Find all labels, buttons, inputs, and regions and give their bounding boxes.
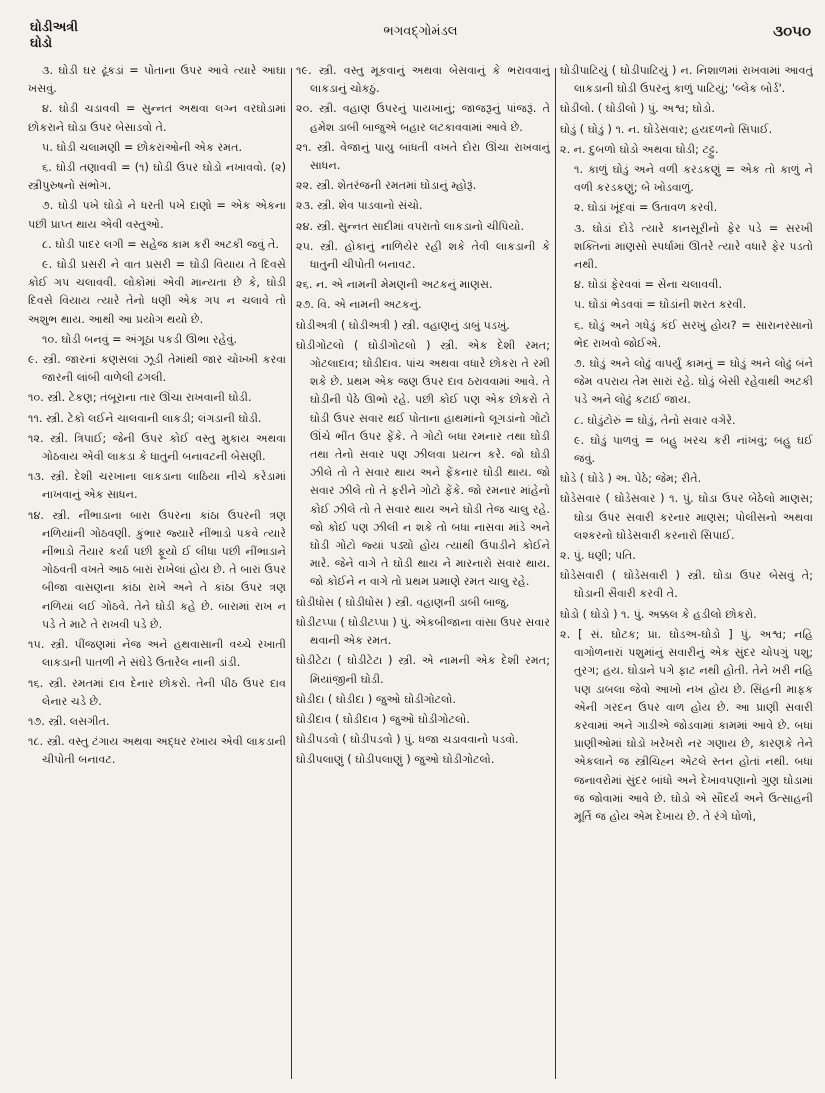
dictionary-entry: ૧૭. સ્ત્રી. લસગીત. [28,714,110,728]
dictionary-entry: ૨૭. વિ. એ નામની અટકનું. [296,298,422,312]
dictionary-entry: ૧૦. ઘોડી બનવું = અંગૂઠા પકડી ઊભા રહેવું. [42,332,238,346]
column-1 [28,62,286,1083]
dictionary-entry: ૨૫. સ્ત્રી. હોકાનું નાળિયેર રહી શકે તેવી લાકડાની કે ધાતુની ચીપોતી બનાવટ. [296,239,550,272]
dictionary-entry: ૭. ઘોડી પખે ઘોડો ને ધરતી પખે દાણો = એક એકના પછી પ્રાપ્ત થાય એવી વસ્તુઓ. [28,199,286,231]
dictionary-entry: ૯. ઘોડું પાળવું = બહુ ખરચ કરી નાંખવું; બહુ ઘઈ જવું. [574,433,813,466]
dictionary-entry: ૧૧. સ્ત્રી. ટેકો લઈને ચાલવાની લાકડી; લંગડાની ઘોડી. [28,411,262,425]
dictionary-entry: ૧૩. સ્ત્રી. દેશી ચરખાના લાકડાના લાઠિયા નીચે કરેડામાં નાખવાનું એક સાધન. [28,470,286,502]
dictionary-entry: ૧૫. સ્ત્રી. પીંજણમાં નેજ અને હથવાસાની વચ્ચે રખાતી લાકડાની પાતળી ને સંઘેડે ઉતારેલ નાની ડાંડી. [28,638,286,670]
column-2 [296,62,550,1083]
dictionary-entry: ઘોડેસવાર ( ઘોડેસવાર ) ૧. પું. ઘોડા ઉપર બેઠેલો માણસ; ઘોડા ઉપર સવારી કરનાર માણસ; પોલીસનો અથવા લશ્કરનો ઘોડેસવારી કરનારો સિપાઈ. [560,492,813,542]
dictionary-entry: ઘોડીધોસ ( ઘોડીધોસ ) સ્ત્રી. વહાણની ડાબી બાજુ. [296,595,510,609]
dictionary-entry: ઘોડીઅત્રી ( ઘોડીઅત્રી ) સ્ત્રી. વહાણનું ડાબું પડખું. [296,318,510,332]
column-divider [555,68,556,1079]
dictionary-entry: ૫. ઘોડાં ભેડવવાં = ઘોડાંની શરત કરવી. [574,298,747,312]
dictionary-entry: ઘોડે ( ઘોડે ) અ. પેઠે; જેમ; રીતે. [560,472,702,486]
page-number: ૩૦૫૦ [773,22,811,40]
dictionary-entry: ૨૦. સ્ત્રી. વહાણ ઉપરનું પાયખાનું; જાજરૂનું પાંજરૂં. તે હમેશ ડાબી બાજુએ બહાર લટકાવવામાં આવે છે. [296,102,550,134]
dictionary-entry: ૧૨. સ્ત્રી. ત્રિપાઈ; જેની ઉપર કોઈ વસ્તુ મુકાય અથવા ગોઠવાય એવી લાકડા કે ધાતુની બનાવટની બેસણી. [28,431,286,464]
dictionary-entry: ૩. ઘોડી ઘર ઢૂંકડાં = પોતાના ઉપર આવે ત્યારે આઘા ખસવું. [28,64,286,96]
dictionary-entry: ૨૪. સ્ત્રી. સુન્નત સાદીમાં વપરાતો લાકડાનો ચીપિયો. [296,219,525,233]
dictionary-entry: ઘોડીટેટા ( ઘોડીટેટા ) સ્ત્રી. એ નામની એક દેશી રમત; મિયાંજીની ઘોડી. [296,654,550,686]
dictionary-entry: ૧૬. સ્ત્રી. રમતમાં દાવ દેનાર છોકરો. તેની પીઠ ઉપર દાવ લેનાર ચડે છે. [28,676,286,708]
dictionary-entry: ૪. ઘોડાં ફેરવવાં = સેના ચલાવવી. [574,278,723,292]
dictionary-entry: ૫. ઘોડી ચલામણી = છોકરાંઓની એક રમત. [42,140,243,154]
dictionary-entry: ઘોડીપડવો ( ઘોડીપડવો ) પું. ધજા ચડાવવાનો પડવો. [296,733,519,747]
dictionary-entry: ૨. ન. દુબળો ઘોડો અથવા ઘોડી; ટટ્ટુ. [560,142,719,156]
dictionary-entry: ૩. ઘોડાં દોડે ત્યારે કાનસૂરીનો ફેર પડે = સરખી શક્તિનાં માણસો સ્પર્ધામાં ઊતરે ત્યારે વધારે ફેર પડતો નથી. [574,221,813,272]
dictionary-entry: ૧. કાળું ઘોડું અને વળી કરડકણું = એક તો કાળું ને વળી કરડકણું; બે ખોડવાળું. [574,163,813,195]
dictionary-entry: ઘોડીગોટલો ( ઘોડીગોટલો ) સ્ત્રી. એક દેશી રમત; ગોટલાદાવ; ઘોડીદાવ. પાંચ અથવા વધારે છોકરા તે રમી શકે છે. પ્રથમ એક જણ ઉપર દાવ ઠરાવવામાં આવે. તે ઘોડીની પેઠે ઊભો રહે. પછી કોઈ પણ એક છોકરો તે ઘોડી ઉપર સવાર થઈ પોતાના હાથમાંનો લૂગડાંનો ગોટો ઊંચે ભીંત ઉપર ફેંકે. તે ગોટો બધા રમનાર તથા ઘોડી તથા તેનો સવાર પણ ઝીલવા પ્રયત્ન કરે. જો ઘોડી ઝીલે તો તે સવાર થાય અને ફેંકનાર ઘોડી થાય. જો સવાર ઝીલે તો તે ફરીને ગોટો ફેંકે. જો રમનાર માંહેનો કોઈ ઝીલે તો તે સવાર થાય અને ઘોડી તેજ ચાલુ રહે. જો કોઈ પણ ઝીલી ન શકે તો બધા નાસવા માંડે અને ઘોડી ગોટો જ્યાં પડ્યો હોય ત્યાંથી ઉપાડીને કોઈને મારે. જેને વાગે તે ઘોડી થાય ને મારનારો સવાર થાય. જો કોઈને ન વાગે તો પ્રથમ પ્રમાણે રમત ચાલુ રહે. [296,338,550,589]
dictionary-entry: ઘોડીલો. ( ઘોડીલો ) પું. અશ્વ; ઘોડો. [560,102,715,116]
column-3 [560,62,813,1083]
dictionary-entry: ૧૯. સ્ત્રી. વસ્તુ મૂકવાનું અથવા બેસવાનું કે ભરાવવાનું લાકડાનું ચોકઠું. [296,64,550,96]
dictionary-entry: ઘોડીટપ્પા ( ઘોડીટપ્પા ) પું. એકબીજાના વાંસા ઉપર સવાર થવાની એક રમત. [296,615,550,648]
dictionary-entry: ૧૪. સ્ત્રી. નીંભાડાના બારા ઉપરના કાંઠા ઉપરની ત્રણ નળિયાંની ગોઠવણી. કુંભાર જ્યારે નીંભાડો પકવે ત્યારે નીંભાડો તૈયાર કર્યા પછી ફૂયો ઈ લીધા પછી નીંભાડાને ગોઠવતી વખતે આઠ બારાં રાખેલાં હોય છે. તે બારાં ઉપર બીજા વાસણના કાંઠા રાખે અને તે કાંઠા ઉપર ત્રણ નળિયાં લઈ ગોઠવે. તેને ઘોડી કહે છે. બારામાં રાખ ન પડે તે માટે તે રાખવી પડે છે. [28,508,286,631]
dictionary-entry: ૨. પું. ધણી; પતિ. [560,549,636,563]
dictionary-entry: ૧૮. સ્ત્રી. વસ્તુ ટંગાય અથવા અદ્ધર રખાય એવી લાકડાની ચીપોતી બનાવટ. [28,735,286,767]
dictionary-entry: ૬. ઘોડું અને ગધેડું કંઈ સરખું હોય? = સારાનરસાનો ભેદ રાખવો જોઈએ. [574,318,813,350]
dictionary-entry: ઘોડો ( ઘોડો ) ૧. પું. અક્કલ કે હડીલો છોકરો. [560,607,757,621]
guide-word-first: ઘોડીઅત્રી [30,20,79,35]
dictionary-entry: ૨૩. સ્ત્રી. શેવ પાડવાનો સંચો. [296,199,423,213]
columns [28,62,813,1083]
page-header [30,20,811,58]
dictionary-entry: ૭. ઘોડું અને લોઢું વાપર્યું કામનું = ઘોડું અને લોઢું બંને જેમ વપરાય તેમ સારાં રહે. ઘોડું બેસી રહેવાથી અટકી પડે અને લોઢું કટાઈ જાય. [574,357,813,407]
dictionary-entry: ઘોડીપાટિયું ( ઘોડીપાટિયું ) ન. નિશાળમાં રાખવામાં આવતું લાકડાની ઘોડી ઉપરનું કાળું પાટિયું; 'બ્લેક બોર્ડ'. [560,64,813,96]
dictionary-entry: ૯. સ્ત્રી. જારનાં કણસલાં ઝૂડી તેમાંથી જાર ચોખ્ખી કરવા જારની લાંબી વાળેલી ઢગલી. [28,353,286,385]
dictionary-entry: ૨૨. સ્ત્રી. શેતરંજની રમતમાં ઘોડાનું મ્હોરૂં. [296,179,477,193]
dictionary-entry: ૮. ઘોડુંટોરું = ઘોડું, તેનો સવાર વગેરે. [574,413,736,427]
dictionary-entry: ઘોડું ( ઘોડું ) ૧. ન. ઘોડેસવાર; હયદળનો સિપાઈ. [560,122,773,136]
dictionary-entry: ઘોડીદા ( ઘોડીદા ) જુઓ ઘોડીગોટલો. [296,692,456,706]
book-title: ભગવદ્ગોમંડલ [383,24,458,39]
dictionary-entry: ૬. ઘોડી તણાવવી = (૧) ઘોડી ઉપર ઘોડો નખાવવો. (૨) સ્ત્રીપુરુષનો સંભોગ. [28,161,286,193]
dictionary-entry: ૯. ઘોડી પ્રસરી ને વાત પ્રસરી = ઘોડી વિયાય તે દિવસે કોઈ ગપ ચલાવવી. લોકોમાં એવી માન્યતા છે કે, ઘોડી દિવસે વિયાય ત્યારે તેનો ધણી એક ગપ ન ચલાવે તો અશુભ થાય. આથી આ પ્રયોગ થયો છે. [28,258,286,326]
dictionary-entry: ૨. [ સં. ઘોટક; પ્રા. ઘોડઅ-ઘોડો ] પું. અશ્વ; નહિ વાગોળનારાં પશુમાંનું સવારીનું એક સુંદર ચોપગું પશુ; તુરગ; હય. ઘોડાને પગે ફાટ નથી હોતી. તેને ખરી નહિ પણ ડાબલા જેવો આખો નખ હોય છે. સિંહની માફક એની ગરદન ઉપર વાળ હોય છે. આ પ્રાણી સવારી કરવામાં અને ગાડીએ જોડવામાં કામમાં આવે છે. બધાં પ્રાણીઓમાં ઘોડો ખરેખરો નર ગણાય છે, કારણકે તેને એકલાને જ સ્ત્રીચિહ્ન એટલે સ્તન હોતાં નથી. બધાં જનાવરોમાં સુંદર બાંધો અને દેખાવપણાનો ગુણ ઘોડામાં જ જોવામાં આવે છે. ઘોડો એ સૌંદર્ય અને ઉત્સાહની મૂર્તિ જ હોય એમ દેખાય છે. તે રંગે ધોળો, [560,627,813,823]
guide-word-last: ઘોડો [30,36,53,51]
dictionary-entry: ૪. ઘોડી ચડાવવી = સુન્નત અથવા લગ્ન વરઘોડામાં છોકરાને ઘોડા ઉપર બેસાડવો તે. [28,102,286,134]
column-divider [291,68,292,1079]
dictionary-entry: ઘોડેસવારી ( ઘોડેસવારી ) સ્ત્રી. ઘોડા ઉપર બેસવું તે; ઘોડાની સૈવારી કરવી તે. [560,569,813,601]
dictionary-entry: ઘોડીદાવ ( ઘોડીદાવ ) જુઓ ઘોડીગોટલો. [296,712,470,726]
dictionary-entry: ૮. ઘોડી પાદર લગી = સહેજ કામ કરી અટકી જવું તે. [42,237,279,251]
dictionary-entry: ૧૦. સ્ત્રી. ટેકણ; તંબૂરાના તાર ઊંચા રાખવાની ઘોડી. [28,391,252,405]
dictionary-entry: ૨૧. સ્ત્રી. વેજાનું પાયુ બાંધતી વખતે દોરા ઊંચા રાખવાનું સાધન. [296,140,550,173]
dictionary-entry: ઘોડીપલાણું ( ઘોડીપલાણું ) જુઓ ઘોડીગોટલો. [296,753,495,767]
dictionary-entry: ૨૬. ન. એ નામની મેમણની અટકનું માણસ. [296,278,493,292]
dictionary-entry: ૨. ઘોડાં ખૂંદવાં = ઉતાવળ કરવી. [574,201,718,215]
